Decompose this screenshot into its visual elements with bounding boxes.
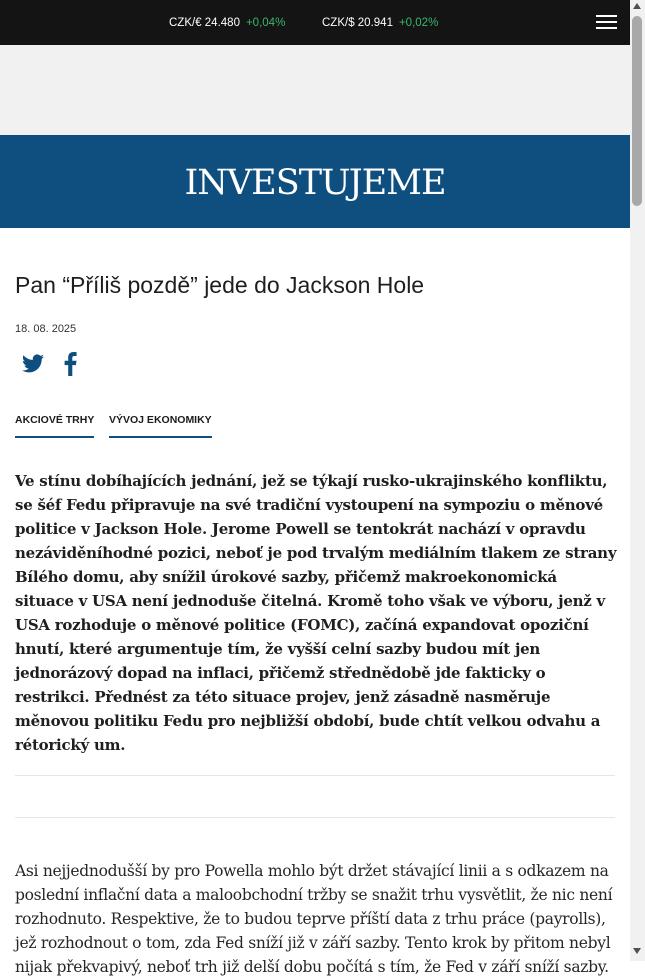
share-twitter-button[interactable] [21,352,45,376]
ticker-usd-change: +0,02% [398,17,439,29]
ticker-usd-rate: CZK/$ 20.941 [322,17,393,29]
scrollbar-thumb[interactable] [632,16,642,206]
ticker-eur-change: +0,04% [245,17,286,29]
hamburger-menu-icon[interactable] [596,13,618,31]
ticker-item-eur[interactable] [169,16,285,30]
article-date: 18. 08. 2025 [15,323,77,335]
facebook-icon [62,352,78,376]
article-title: Pan “Příliš pozdě” jede do Jackson Hole [15,272,425,298]
ticker-eur-rate: CZK/€ 24.480 [169,17,240,29]
page-scrollbar[interactable] [630,0,645,961]
share-facebook-button[interactable] [62,352,78,376]
tag-vyvoj-ekonomiky[interactable]: VÝVOJ EKONOMIKY [109,413,212,438]
currency-ticker [0,0,630,45]
ticker-item-usd[interactable] [322,16,438,30]
brand-header [0,135,630,228]
site-logo[interactable]: INVESTUJEME [184,163,446,203]
ad-banner-slot [0,45,630,135]
scroll-down-arrow-icon[interactable] [633,948,641,954]
twitter-icon [21,352,45,376]
tag-akciove-trhy[interactable]: AKCIOVÉ TRHY [15,413,94,438]
divider [15,775,615,776]
divider [15,817,615,818]
article-lead: Ve stínu dobíhajících jednání, jež se týkají rusko-ukrajinského konfliktu, se šéf Fedu připravuje na své tradiční vystoupení na sympoziu o měnové politice v Jackson Hole. Jerome Powell se tentokrát nachází v opravdu nezáviděníhodné pozici, neboť je pod trvalým mediálním tlakem ze strany Bílého domu, aby snížil úrokové sazby, přičemž makroekonomická situace v USA není jednoduše čitelná. Kromě toho však ve výboru, jenž v USA rozhoduje o měnové politice (FOMC), začíná expandovat opoziční hnutí, které argumentuje tím, že vyšší celní sazby budou mít jen jednorázový dopad na inflaci, přičemž střednědobě jde fakticky o restrikci. Přednést za této situace projev, jenž zásadně nasměruje měnovou politiku Fedu pro nejbližší období, bude chtít velkou odvahu a rétorický um. [15,472,617,754]
article-body-paragraph: Asi nejjednodušší by pro Powella mohlo být držet stávající linii a s odkazem na poslední inflační data a maloobchodní tržby se snažit trhu vysvětlit, že nic není rozhodnuto. Respektive, že to budou teprve příští data z trhu práce (payrolls), jež rozhodnout o tom, zda Fed sníží již v září sazby. Tento krok by přitom nebyl nijak překvapivý, neboť trh již delší dobu počítá s tím, že Fed v září sníží sazby. [15,862,613,976]
scroll-up-arrow-icon[interactable] [633,3,641,9]
